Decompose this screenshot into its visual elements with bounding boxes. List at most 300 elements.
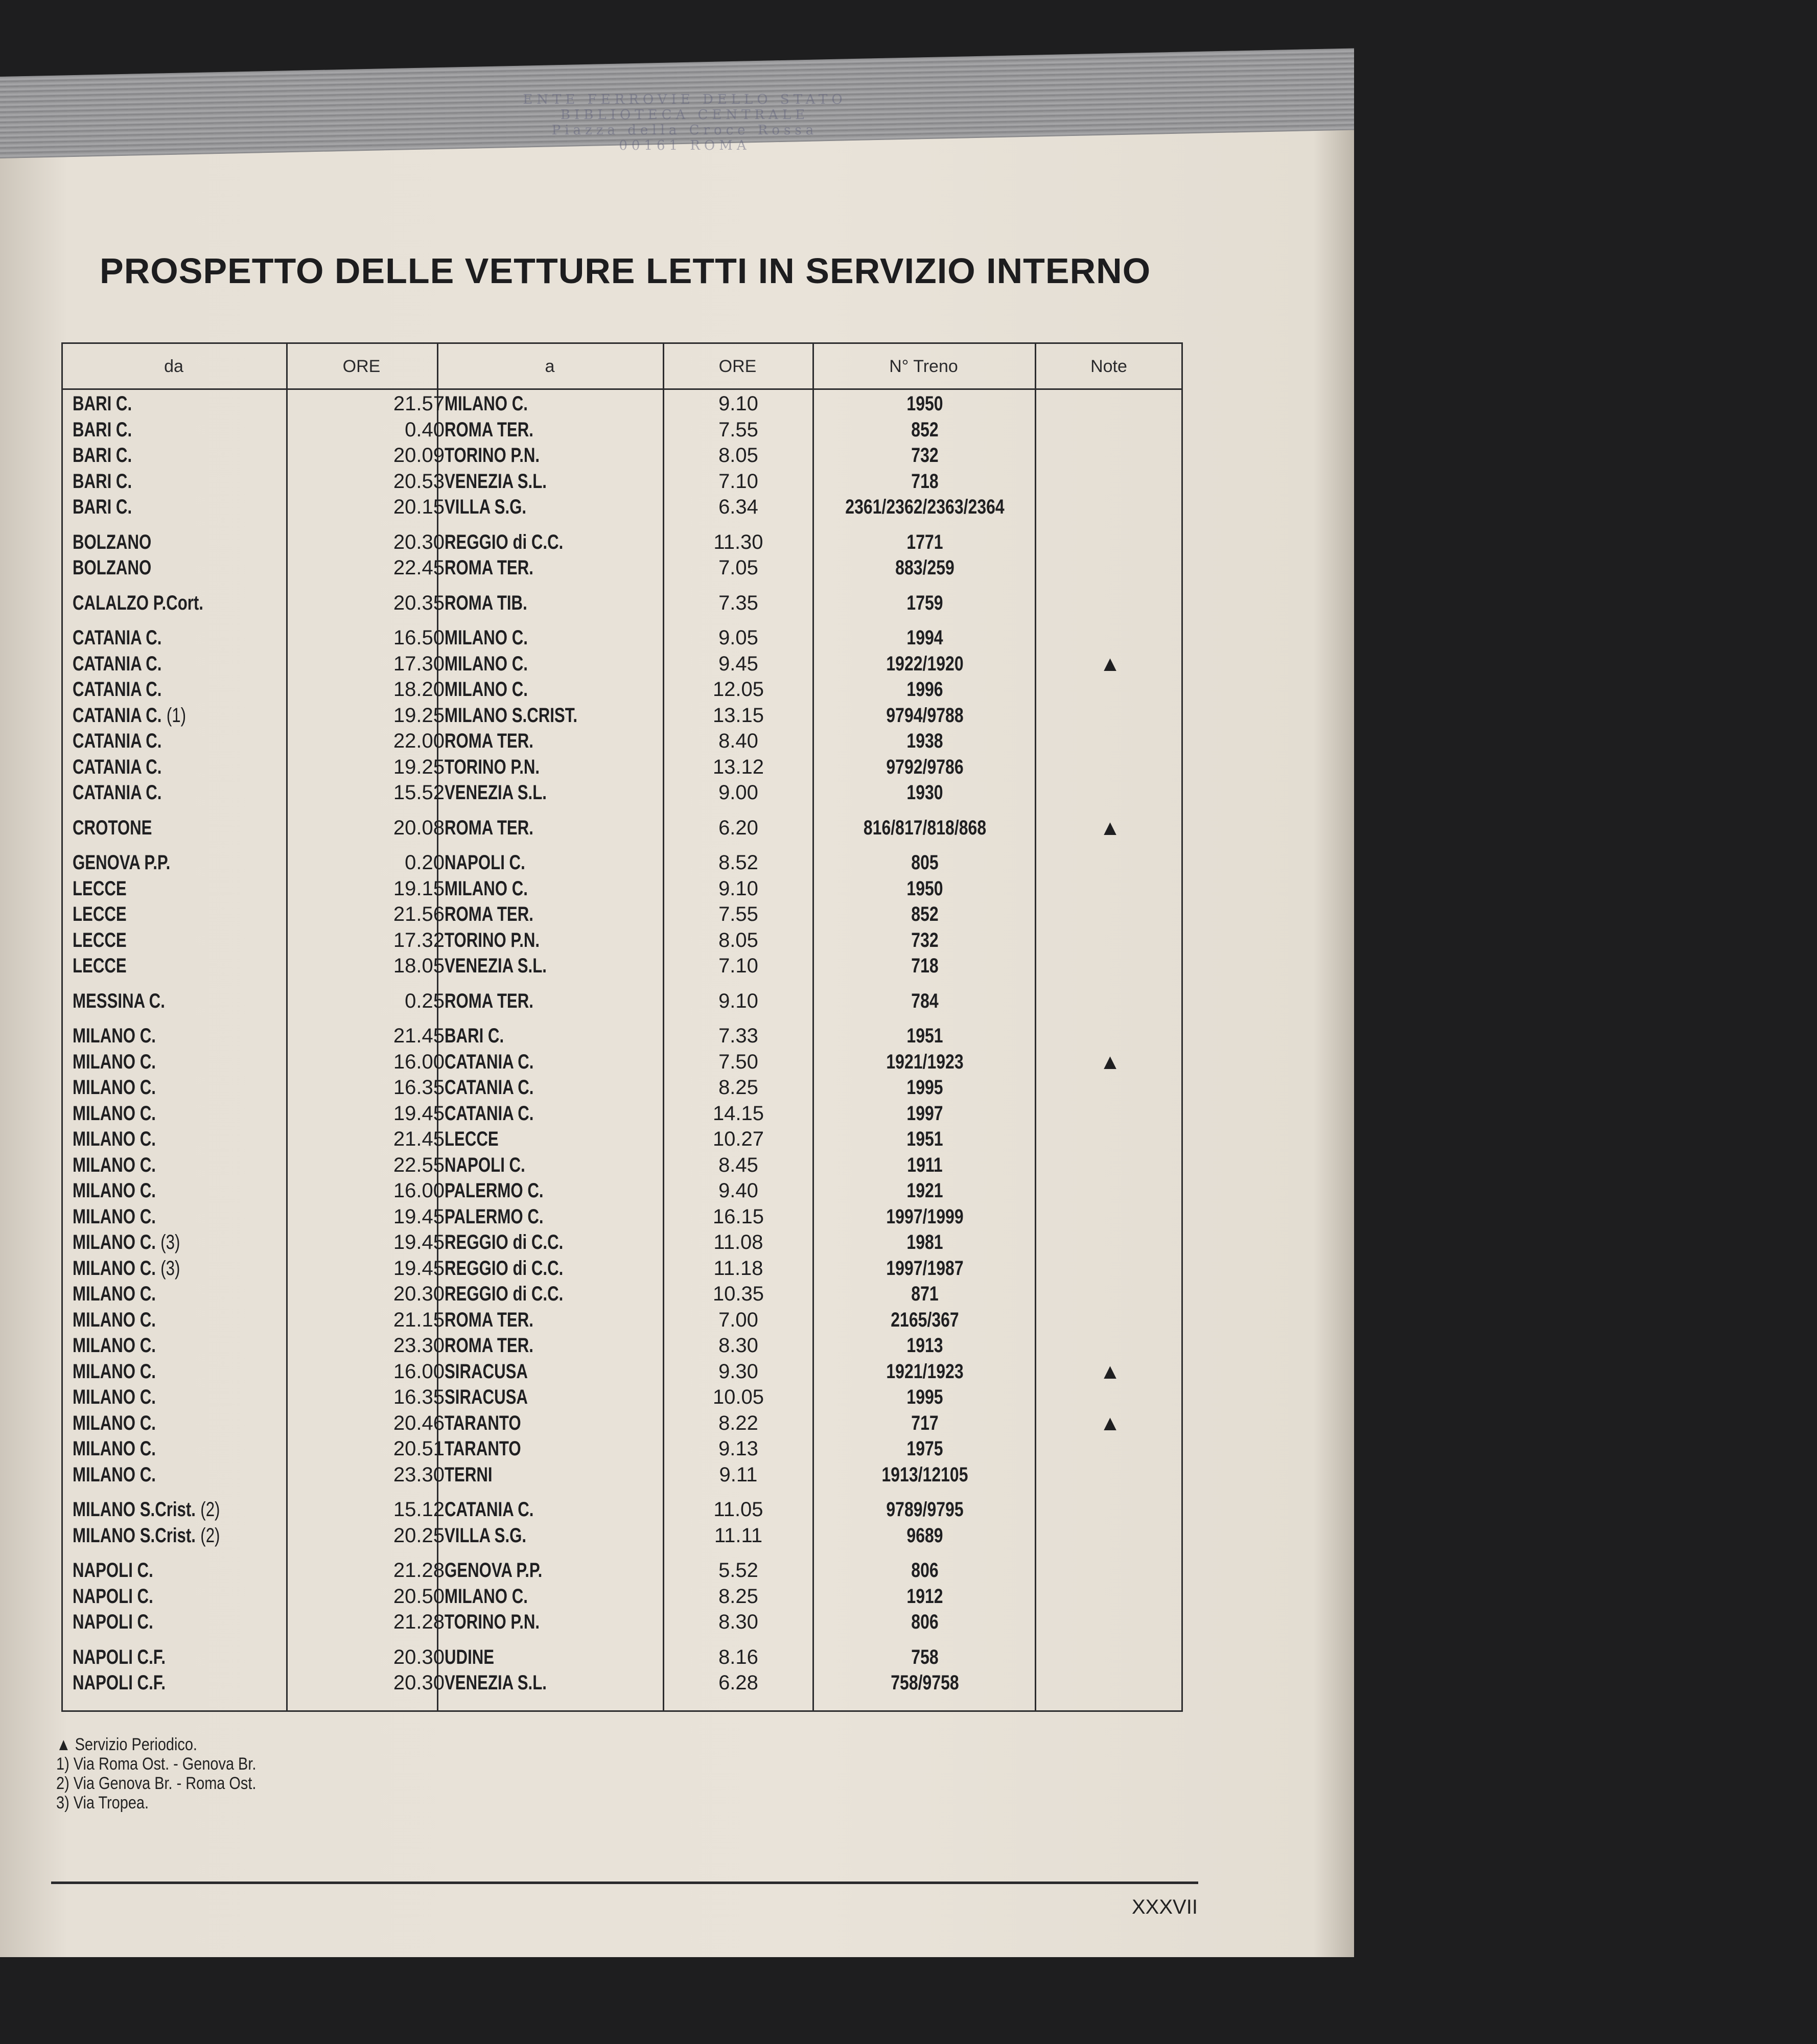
cell-departure xyxy=(240,590,445,616)
cell-note xyxy=(1037,1307,1183,1333)
cell-from xyxy=(73,1178,160,1203)
departure-time: 19.45 xyxy=(393,1231,445,1253)
cell-to: MILANO C. xyxy=(445,678,528,701)
cell-to: REGGIO di C.C. xyxy=(445,530,564,553)
cell-to: ROMA TER. xyxy=(445,730,533,752)
cell-departure xyxy=(240,876,445,901)
table-row xyxy=(61,1333,1183,1358)
cell-from-station: BARI C. xyxy=(73,496,132,518)
cell-train: 718 xyxy=(911,470,939,493)
cell-from-footnote-ref: (3) xyxy=(160,1257,180,1280)
cell-departure xyxy=(240,1229,445,1255)
cell-to: SIRACUSA xyxy=(445,1360,528,1383)
cell-note xyxy=(1037,590,1183,616)
cell-from-station: MILANO C. xyxy=(73,1463,156,1486)
cell-note xyxy=(1037,927,1183,953)
cell-to: REGGIO di C.C. xyxy=(445,1257,564,1280)
cell-train: 1951 xyxy=(906,1025,943,1047)
departure-time: 18.20 xyxy=(393,678,445,701)
cell-note xyxy=(1037,1436,1183,1461)
departure-time: 0.40 xyxy=(405,418,445,441)
cell-note xyxy=(1037,391,1183,416)
cell-departure xyxy=(240,1584,445,1609)
cell-to: ROMA TIB. xyxy=(445,591,527,614)
cell-to: NAPOLI C. xyxy=(445,851,525,874)
cell-from xyxy=(73,754,167,780)
cell-from-station: MILANO C. xyxy=(73,1102,156,1125)
cell-from-station: BARI C. xyxy=(73,392,132,415)
table-row xyxy=(61,625,1183,651)
cell-from-station: CALALZO P.Cort. xyxy=(73,591,203,614)
cell-train: 732 xyxy=(911,928,939,951)
table-row xyxy=(61,850,1183,875)
departure-time: 20.30 xyxy=(393,1645,445,1668)
cell-departure xyxy=(240,555,445,580)
cell-from xyxy=(73,1584,158,1609)
departure-time: 16.00 xyxy=(393,1179,445,1202)
cell-from-station: MILANO C. xyxy=(73,1050,156,1073)
footnotes xyxy=(56,1735,447,1813)
library-stamp xyxy=(491,92,879,153)
cell-train: 1930 xyxy=(906,781,943,804)
cell-departure xyxy=(240,443,445,468)
cell-from xyxy=(73,988,170,1014)
cell-note xyxy=(1037,876,1183,901)
cell-from xyxy=(73,391,136,416)
departure-time: 16.00 xyxy=(393,1050,445,1073)
cell-departure xyxy=(240,1049,445,1075)
cell-arrival: 10.35 xyxy=(712,1283,764,1305)
cell-arrival: 7.10 xyxy=(718,955,758,977)
cell-arrival: 13.12 xyxy=(712,755,764,778)
departure-time: 20.15 xyxy=(393,496,445,518)
table-row xyxy=(61,1609,1183,1635)
cell-to: CATANIA C. xyxy=(445,1498,534,1521)
cell-departure xyxy=(240,953,445,979)
cell-departure xyxy=(240,529,445,555)
departure-time: 20.09 xyxy=(393,444,445,467)
cell-departure xyxy=(240,1126,445,1152)
cell-note xyxy=(1037,1204,1183,1229)
cell-arrival: 8.52 xyxy=(718,851,758,874)
cell-arrival: 8.25 xyxy=(718,1076,758,1099)
cell-departure xyxy=(240,1152,445,1178)
table-row xyxy=(61,1281,1183,1307)
cell-arrival: 11.05 xyxy=(713,1498,763,1521)
cell-from xyxy=(73,529,156,555)
cell-from xyxy=(73,1359,160,1384)
cell-train: 758/9758 xyxy=(891,1671,959,1694)
cell-train: 9794/9788 xyxy=(886,704,964,727)
table-row xyxy=(61,677,1183,702)
stamp-line: BIBLIOTECA CENTRALE xyxy=(560,107,809,123)
cell-arrival: 5.52 xyxy=(718,1559,758,1582)
footnote: 3) Via Tropea. xyxy=(56,1793,149,1813)
cell-departure xyxy=(240,901,445,927)
header-train: N° Treno xyxy=(889,357,958,376)
table-row xyxy=(61,1126,1183,1152)
table-row xyxy=(61,927,1183,953)
cell-departure xyxy=(240,1307,445,1333)
table-row xyxy=(61,1558,1183,1583)
header-divider xyxy=(61,388,1183,390)
cell-departure xyxy=(240,1462,445,1488)
departure-time: 22.45 xyxy=(393,556,445,579)
cell-note: ▲ xyxy=(1099,815,1121,840)
cell-note: ▲ xyxy=(1099,1410,1121,1435)
cell-note xyxy=(1037,529,1183,555)
cell-to: VENEZIA S.L. xyxy=(445,955,547,977)
cell-note xyxy=(1037,555,1183,580)
table-row xyxy=(61,1023,1183,1049)
cell-train: 1771 xyxy=(906,530,943,553)
cell-note: ▲ xyxy=(1099,651,1121,676)
header-arrival: ORE xyxy=(718,357,757,376)
cell-note xyxy=(1037,1523,1183,1548)
table-row xyxy=(61,494,1183,520)
table-row xyxy=(61,651,1183,677)
departure-time: 19.45 xyxy=(393,1257,445,1280)
cell-train: 816/817/818/868 xyxy=(863,816,987,839)
cell-from xyxy=(73,1609,158,1635)
cell-from xyxy=(73,780,167,805)
table-row xyxy=(61,876,1183,901)
cell-to: CATANIA C. xyxy=(445,1076,534,1099)
cell-arrival: 8.25 xyxy=(718,1585,758,1608)
departure-time: 21.28 xyxy=(393,1611,445,1633)
cell-from-station: BARI C. xyxy=(73,444,132,467)
table-row xyxy=(61,1101,1183,1126)
cell-note xyxy=(1037,1384,1183,1410)
cell-departure xyxy=(240,651,445,677)
cell-note xyxy=(1037,988,1183,1014)
cell-arrival: 8.30 xyxy=(718,1611,758,1633)
cell-arrival: 7.50 xyxy=(718,1050,758,1073)
cell-train: 1913/12105 xyxy=(881,1463,968,1486)
cell-from-station: BARI C. xyxy=(73,470,132,493)
departure-time: 17.32 xyxy=(393,928,445,951)
cell-to: TORINO P.N. xyxy=(445,1611,540,1633)
table-row xyxy=(61,1359,1183,1384)
departure-time: 16.35 xyxy=(393,1386,445,1408)
cell-note: ▲ xyxy=(1099,1049,1121,1074)
header-to: a xyxy=(545,357,555,376)
cell-from xyxy=(73,469,136,494)
cell-to: BARI C. xyxy=(445,1025,504,1047)
cell-to: VENEZIA S.L. xyxy=(445,470,547,493)
cell-departure xyxy=(240,988,445,1014)
cell-to: TORINO P.N. xyxy=(445,444,540,467)
cell-to: TORINO P.N. xyxy=(445,928,540,951)
departure-time: 20.30 xyxy=(393,1671,445,1694)
cell-arrival: 6.34 xyxy=(718,496,758,518)
cell-train: 1912 xyxy=(906,1585,943,1608)
cell-to: REGGIO di C.C. xyxy=(445,1231,564,1253)
departure-time: 21.56 xyxy=(393,903,445,925)
departure-time: 0.25 xyxy=(405,989,445,1012)
cell-train: 1981 xyxy=(906,1231,943,1253)
cell-note xyxy=(1037,1178,1183,1203)
cell-arrival: 9.13 xyxy=(718,1437,758,1460)
cell-from-station: MILANO C. xyxy=(73,1411,156,1434)
cell-train: 1994 xyxy=(906,626,943,649)
cell-to: ROMA TER. xyxy=(445,989,533,1012)
cell-arrival: 8.16 xyxy=(718,1645,758,1668)
cell-from-station: BOLZANO xyxy=(73,530,152,553)
cell-arrival: 7.55 xyxy=(718,903,758,925)
departure-time: 16.00 xyxy=(393,1360,445,1383)
departure-time: 20.50 xyxy=(393,1585,445,1608)
cell-arrival: 6.20 xyxy=(718,816,758,839)
cell-note xyxy=(1037,677,1183,702)
cell-note xyxy=(1037,443,1183,468)
cell-departure xyxy=(240,1670,445,1695)
cell-train: 1759 xyxy=(906,591,943,614)
departure-time: 19.15 xyxy=(393,877,445,900)
table-row xyxy=(61,1410,1183,1436)
cell-from xyxy=(73,1126,160,1152)
cell-arrival: 13.15 xyxy=(712,704,764,727)
cell-note xyxy=(1037,1256,1183,1281)
cell-arrival: 9.11 xyxy=(719,1463,758,1486)
departure-time: 21.45 xyxy=(393,1025,445,1047)
cell-from xyxy=(73,815,157,841)
cell-departure xyxy=(240,728,445,754)
departure-time: 23.30 xyxy=(393,1334,445,1357)
cell-to: VILLA S.G. xyxy=(445,496,527,518)
departure-time: 16.35 xyxy=(393,1076,445,1099)
table-row xyxy=(61,529,1183,555)
cell-to: ROMA TER. xyxy=(445,816,533,839)
cell-from xyxy=(73,876,131,901)
cell-departure xyxy=(240,1075,445,1100)
cell-from xyxy=(73,1023,160,1049)
departure-time: 19.45 xyxy=(393,1102,445,1125)
cell-train: 1921/1923 xyxy=(886,1050,964,1073)
cell-note xyxy=(1037,469,1183,494)
cell-note xyxy=(1037,1023,1183,1049)
cell-from-station: BARI C. xyxy=(73,418,132,441)
cell-departure xyxy=(240,1178,445,1203)
cell-from-station: CATANIA C. xyxy=(73,781,162,804)
cell-arrival: 7.55 xyxy=(718,418,758,441)
cell-departure xyxy=(240,754,445,780)
cell-train: 806 xyxy=(911,1611,939,1633)
departure-time: 21.15 xyxy=(393,1308,445,1331)
cell-from-station: NAPOLI C. xyxy=(73,1611,153,1633)
cell-to: VILLA S.G. xyxy=(445,1524,527,1547)
page-number: XXXVII xyxy=(1132,1896,1198,1918)
cell-departure xyxy=(240,417,445,443)
cell-train: 758 xyxy=(911,1645,939,1668)
cell-to: CATANIA C. xyxy=(445,1102,534,1125)
cell-from-station: LECCE xyxy=(73,877,127,900)
cell-departure xyxy=(240,391,445,416)
cell-from-footnote-ref: (3) xyxy=(160,1231,180,1253)
departure-time: 20.30 xyxy=(393,530,445,553)
cell-to: MILANO S.CRIST. xyxy=(445,704,578,727)
cell-to: MILANO C. xyxy=(445,877,528,900)
cell-train: 1951 xyxy=(906,1128,943,1150)
table-row xyxy=(61,1075,1183,1100)
footnote: ▲ Servizio Periodico. xyxy=(56,1735,197,1754)
cell-from xyxy=(73,590,208,616)
cell-from-footnote-ref: (2) xyxy=(200,1498,220,1521)
cell-from-footnote-ref: (2) xyxy=(200,1524,220,1547)
footnote: 2) Via Genova Br. - Roma Ost. xyxy=(56,1774,257,1793)
cell-to: ROMA TER. xyxy=(445,556,533,579)
cell-departure xyxy=(240,703,445,728)
cell-from xyxy=(73,1307,160,1333)
cell-train: 9792/9786 xyxy=(886,755,964,778)
cell-departure xyxy=(240,1558,445,1583)
cell-arrival: 6.28 xyxy=(718,1671,758,1694)
departure-time: 21.57 xyxy=(393,392,445,415)
cell-from-station: LECCE xyxy=(73,903,127,925)
cell-note xyxy=(1037,1075,1183,1100)
cell-train: 1950 xyxy=(906,877,943,900)
cell-train: 718 xyxy=(911,955,939,977)
departure-time: 20.46 xyxy=(393,1411,445,1434)
cell-from-station: CATANIA C. xyxy=(73,704,162,727)
cell-from-station: LECCE xyxy=(73,955,127,977)
cell-departure xyxy=(240,1256,445,1281)
cell-departure xyxy=(240,1497,445,1522)
cell-from xyxy=(73,1075,160,1100)
cell-from xyxy=(73,677,167,702)
header-departure: ORE xyxy=(342,357,381,376)
cell-train: 9689 xyxy=(906,1524,943,1547)
departure-time: 22.00 xyxy=(393,730,445,752)
cell-to: UDINE xyxy=(445,1645,495,1668)
table-row xyxy=(61,1256,1183,1281)
table-row xyxy=(61,1584,1183,1609)
cell-to: ROMA TER. xyxy=(445,903,533,925)
cell-train: 852 xyxy=(911,903,939,925)
cell-departure xyxy=(240,1644,445,1670)
cell-note xyxy=(1037,1126,1183,1152)
cell-from xyxy=(73,1101,160,1126)
table-row xyxy=(61,590,1183,616)
cell-arrival: 9.00 xyxy=(718,781,758,804)
cell-departure xyxy=(240,677,445,702)
cell-train: 1921/1923 xyxy=(886,1360,964,1383)
stamp-line: ENTE FERROVIE DELLO STATO xyxy=(523,92,847,107)
table-row xyxy=(61,1204,1183,1229)
departure-time: 20.51 xyxy=(393,1437,445,1460)
table-row xyxy=(61,780,1183,805)
table-row xyxy=(61,754,1183,780)
table-row xyxy=(61,728,1183,754)
table-row xyxy=(61,1644,1183,1670)
cell-arrival: 8.40 xyxy=(718,730,758,752)
cell-from xyxy=(73,651,167,677)
cell-to: NAPOLI C. xyxy=(445,1153,525,1176)
header-from: da xyxy=(164,357,183,376)
table-row xyxy=(61,555,1183,580)
cell-from xyxy=(73,443,136,468)
cell-from-station: NAPOLI C.F. xyxy=(73,1671,166,1694)
cell-to: MILANO C. xyxy=(445,392,528,415)
cell-arrival: 7.35 xyxy=(718,591,758,614)
departure-time: 20.30 xyxy=(393,1283,445,1305)
cell-from-station: MILANO C. xyxy=(73,1179,156,1202)
table-row xyxy=(61,1436,1183,1461)
cell-from-station: MILANO C. xyxy=(73,1386,156,1408)
cell-note xyxy=(1037,625,1183,651)
cell-arrival: 16.15 xyxy=(712,1205,764,1228)
cell-train: 1950 xyxy=(906,392,943,415)
departure-time: 17.30 xyxy=(393,652,445,675)
cell-train: 1995 xyxy=(906,1076,943,1099)
cell-from xyxy=(73,1523,220,1548)
departure-time: 19.45 xyxy=(393,1205,445,1228)
cell-to: MILANO C. xyxy=(445,1585,528,1608)
cell-train: 883/259 xyxy=(895,556,954,579)
cell-train: 2361/2362/2363/2364 xyxy=(845,496,1005,518)
cell-from-station: NAPOLI C. xyxy=(73,1559,153,1582)
cell-train: 1938 xyxy=(906,730,943,752)
departure-time: 22.55 xyxy=(393,1153,445,1176)
cell-departure xyxy=(240,1523,445,1548)
departure-time: 15.12 xyxy=(393,1498,445,1521)
cell-arrival: 12.05 xyxy=(712,678,764,701)
cell-note xyxy=(1037,1558,1183,1583)
cell-arrival: 8.45 xyxy=(718,1153,758,1176)
cell-departure xyxy=(240,1436,445,1461)
table-row xyxy=(61,1049,1183,1075)
cell-from-station: NAPOLI C. xyxy=(73,1585,153,1608)
cell-note xyxy=(1037,703,1183,728)
cell-from-station: MILANO C. xyxy=(73,1076,156,1099)
cell-departure xyxy=(240,494,445,520)
cell-from xyxy=(73,1256,180,1281)
cell-to: ROMA TER. xyxy=(445,1334,533,1357)
cell-from xyxy=(73,1281,160,1307)
cell-from-station: LECCE xyxy=(73,928,127,951)
cell-from-station: MILANO C. xyxy=(73,1153,156,1176)
table-row xyxy=(61,1497,1183,1522)
cell-note xyxy=(1037,1333,1183,1358)
cell-from xyxy=(73,1229,180,1255)
table-row xyxy=(61,1178,1183,1203)
cell-from xyxy=(73,703,186,728)
cell-departure xyxy=(240,1333,445,1358)
cell-from xyxy=(73,1049,160,1075)
cell-note xyxy=(1037,1584,1183,1609)
cell-note xyxy=(1037,1609,1183,1635)
cell-departure xyxy=(240,625,445,651)
cell-note xyxy=(1037,728,1183,754)
cell-note: ▲ xyxy=(1099,1359,1121,1383)
cell-arrival: 11.08 xyxy=(713,1231,763,1253)
cell-from xyxy=(73,1558,158,1583)
bottom-rule xyxy=(51,1882,1198,1884)
cell-to: VENEZIA S.L. xyxy=(445,1671,547,1694)
cell-to: REGGIO di C.C. xyxy=(445,1283,564,1305)
cell-from xyxy=(73,1670,170,1695)
cell-from-station: BOLZANO xyxy=(73,556,152,579)
departure-time: 16.50 xyxy=(393,626,445,649)
cell-departure xyxy=(240,1023,445,1049)
cell-from-station: MILANO C. xyxy=(73,1308,156,1331)
departure-time: 23.30 xyxy=(393,1463,445,1486)
cell-to: TARANTO xyxy=(445,1411,521,1434)
departure-time: 15.52 xyxy=(393,781,445,804)
cell-from xyxy=(73,1436,160,1461)
cell-from-station: MILANO S.Crist. xyxy=(73,1498,196,1521)
cell-arrival: 11.30 xyxy=(713,530,763,553)
